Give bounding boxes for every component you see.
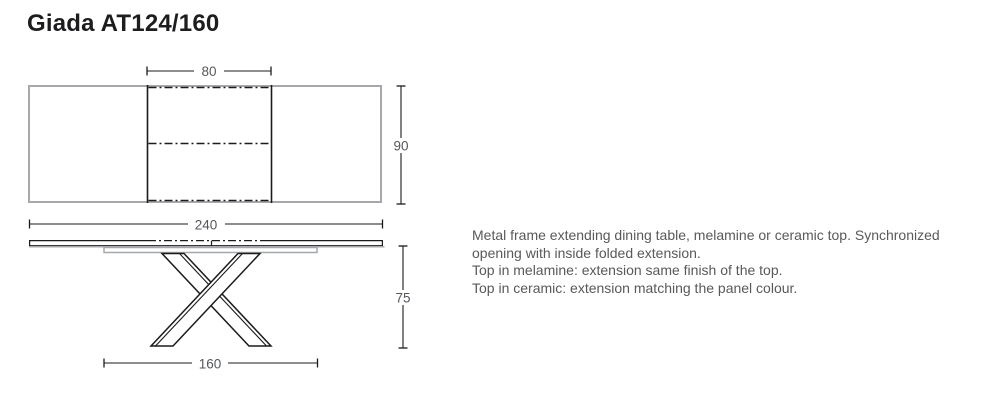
dimension-closed-length xyxy=(104,356,318,371)
leg-left-to-right-edge-line xyxy=(180,254,267,347)
side-view-drawing xyxy=(29,217,417,371)
description-line-1: Metal frame extending dining table, melamine or ceramic top. Synchronized xyxy=(472,227,940,243)
dim-90-label: 90 xyxy=(393,138,409,154)
dim-160-label: 160 xyxy=(198,356,222,372)
top-view-drawing xyxy=(29,64,415,204)
dim-240-label: 240 xyxy=(194,217,218,233)
product-description xyxy=(472,227,984,297)
description-line-2: opening with inside folded extension. xyxy=(472,244,701,261)
dim-80-label: 80 xyxy=(201,63,217,79)
side-view-apron xyxy=(104,248,317,253)
dimension-depth xyxy=(387,86,415,204)
description-line-3: Top in melamine: extension same finish of the top. xyxy=(472,262,783,279)
dimension-extended-length xyxy=(29,217,383,232)
dimension-height xyxy=(389,246,417,348)
page-title: Giada AT124/160 xyxy=(27,10,220,37)
dim-75-label: 75 xyxy=(395,290,411,306)
leg-right-to-left-edge-line xyxy=(156,254,243,347)
dimension-extension-width xyxy=(147,64,271,79)
side-view-legs xyxy=(151,254,271,347)
top-view-tabletop-outline xyxy=(29,86,381,202)
description-line-4: Top in ceramic: extension matching the panel colour. xyxy=(472,279,798,296)
